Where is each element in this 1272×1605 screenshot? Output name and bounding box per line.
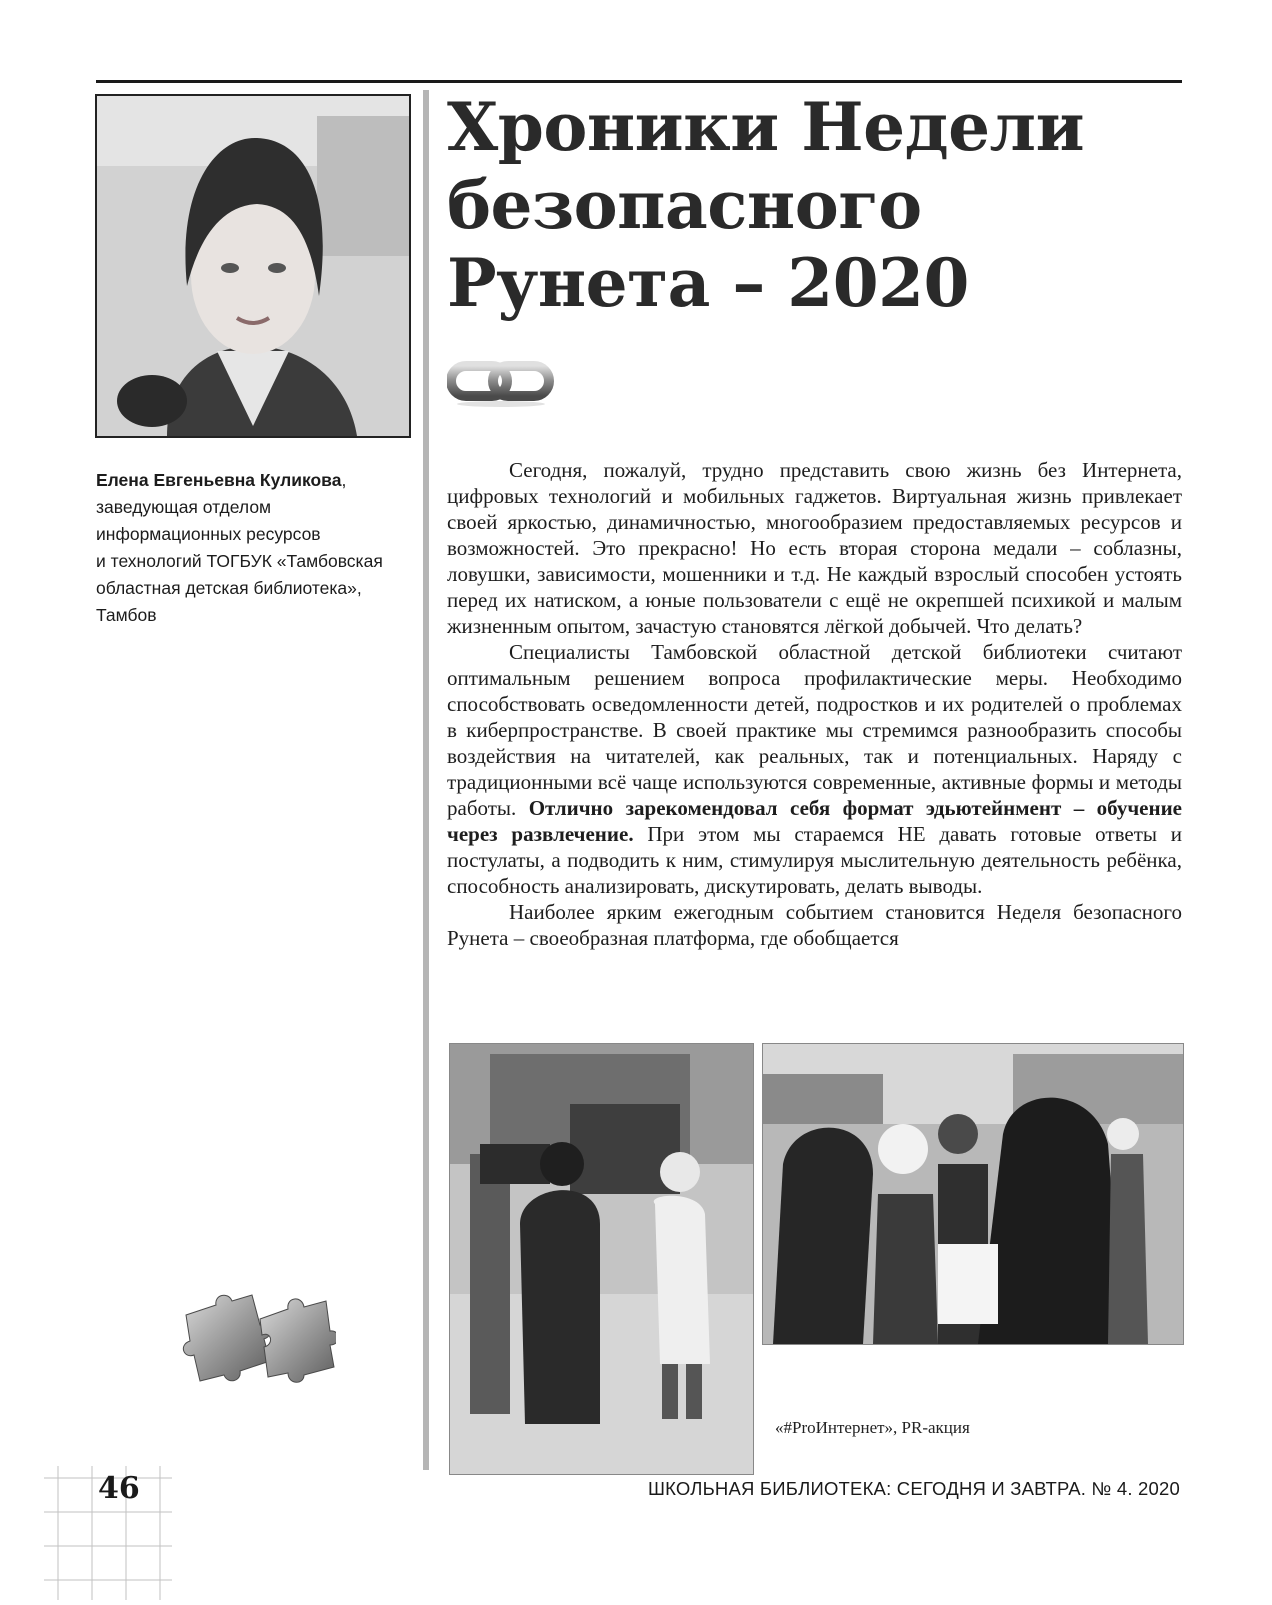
paragraph-3: Наиболее ярким ежегодным событием становится Неделя безопасного Рунета – своеобразная платформа, где обобщается — [447, 900, 1182, 950]
title-line-2: безопасного — [447, 166, 922, 244]
event-photo-children — [762, 1043, 1184, 1345]
paragraph-2-text-b: При этом мы стараемся НЕ давать готовые ответы и постулаты, а подводить к ним, стимулируя мыслительную деятельность ребёнка, способность анализировать, дискутировать, делать выводы. — [447, 822, 1182, 898]
paragraph-1: Сегодня, пожалуй, трудно представить свою жизнь без Интернета, цифровых технологий и мобильных гаджетов. Виртуальная жизнь привлекает своей яркостью, динамичностью, многообразием предоставляемых ресурсов и возможностей. Это прекрасно! Но есть вторая сторона медали – соблазны, ловушки, зависимости, мошенники и т.д. Не каждый взрослый способен устоять перед их натиском, а юные пользователи с ещё не окрепшей психикой и малым жизненным опытом, зачастую становятся лёгкой добычей. Что делать? — [447, 458, 1182, 638]
author-bio — [96, 467, 426, 629]
author-role-line-1: заведующая отделом — [96, 497, 272, 517]
author-name-suffix: , — [341, 470, 347, 490]
event-photo-street — [449, 1043, 754, 1475]
article-body — [447, 457, 1182, 951]
author-role-line-4: областная детская библиотека», — [96, 578, 362, 598]
page-number: 46 — [98, 1471, 140, 1506]
title-line-1: Хроники Недели — [447, 88, 1085, 166]
article-title — [447, 88, 1177, 322]
paragraph-2-bold: Отлично зарекомендовал себя формат эдьютейнмент – обучение через развлечение. — [447, 796, 1182, 846]
paragraph-2-text-a: Специалисты Тамбовской областной детской библиотеки считают оптимальным решением вопроса профилактические меры. Необходимо способствовать осведомленности детей, подростков и их родителей о проблемах в киберпространстве. В своей практике мы стремимся разнообразить способы воздействия на читателей, как реальных, так и потенциальных. Наряду с традиционными всё чаще используются современные, активные формы и методы работы. — [447, 640, 1182, 820]
title-line-3: Рунета – 2020 — [447, 244, 969, 322]
author-photo — [95, 94, 411, 438]
author-role-line-5: Тамбов — [96, 605, 157, 625]
photo-caption: «#ProИнтернет», PR-акция — [775, 1418, 970, 1437]
author-name: Елена Евгеньевна Куликова — [96, 470, 342, 490]
column-divider — [423, 90, 429, 1470]
author-role-line-3: и технологий ТОГБУК «Тамбовская — [96, 551, 383, 571]
author-role-line-2: информационных ресурсов — [96, 524, 321, 544]
chain-links-icon — [447, 356, 555, 408]
puzzle-pieces-icon — [176, 1285, 336, 1385]
journal-title: ШКОЛЬНАЯ БИБЛИОТЕКА: СЕГОДНЯ И ЗАВТРА. № 4. 2020 — [647, 1478, 1180, 1499]
paragraph-2 — [447, 639, 1182, 899]
top-rule — [96, 80, 1182, 83]
